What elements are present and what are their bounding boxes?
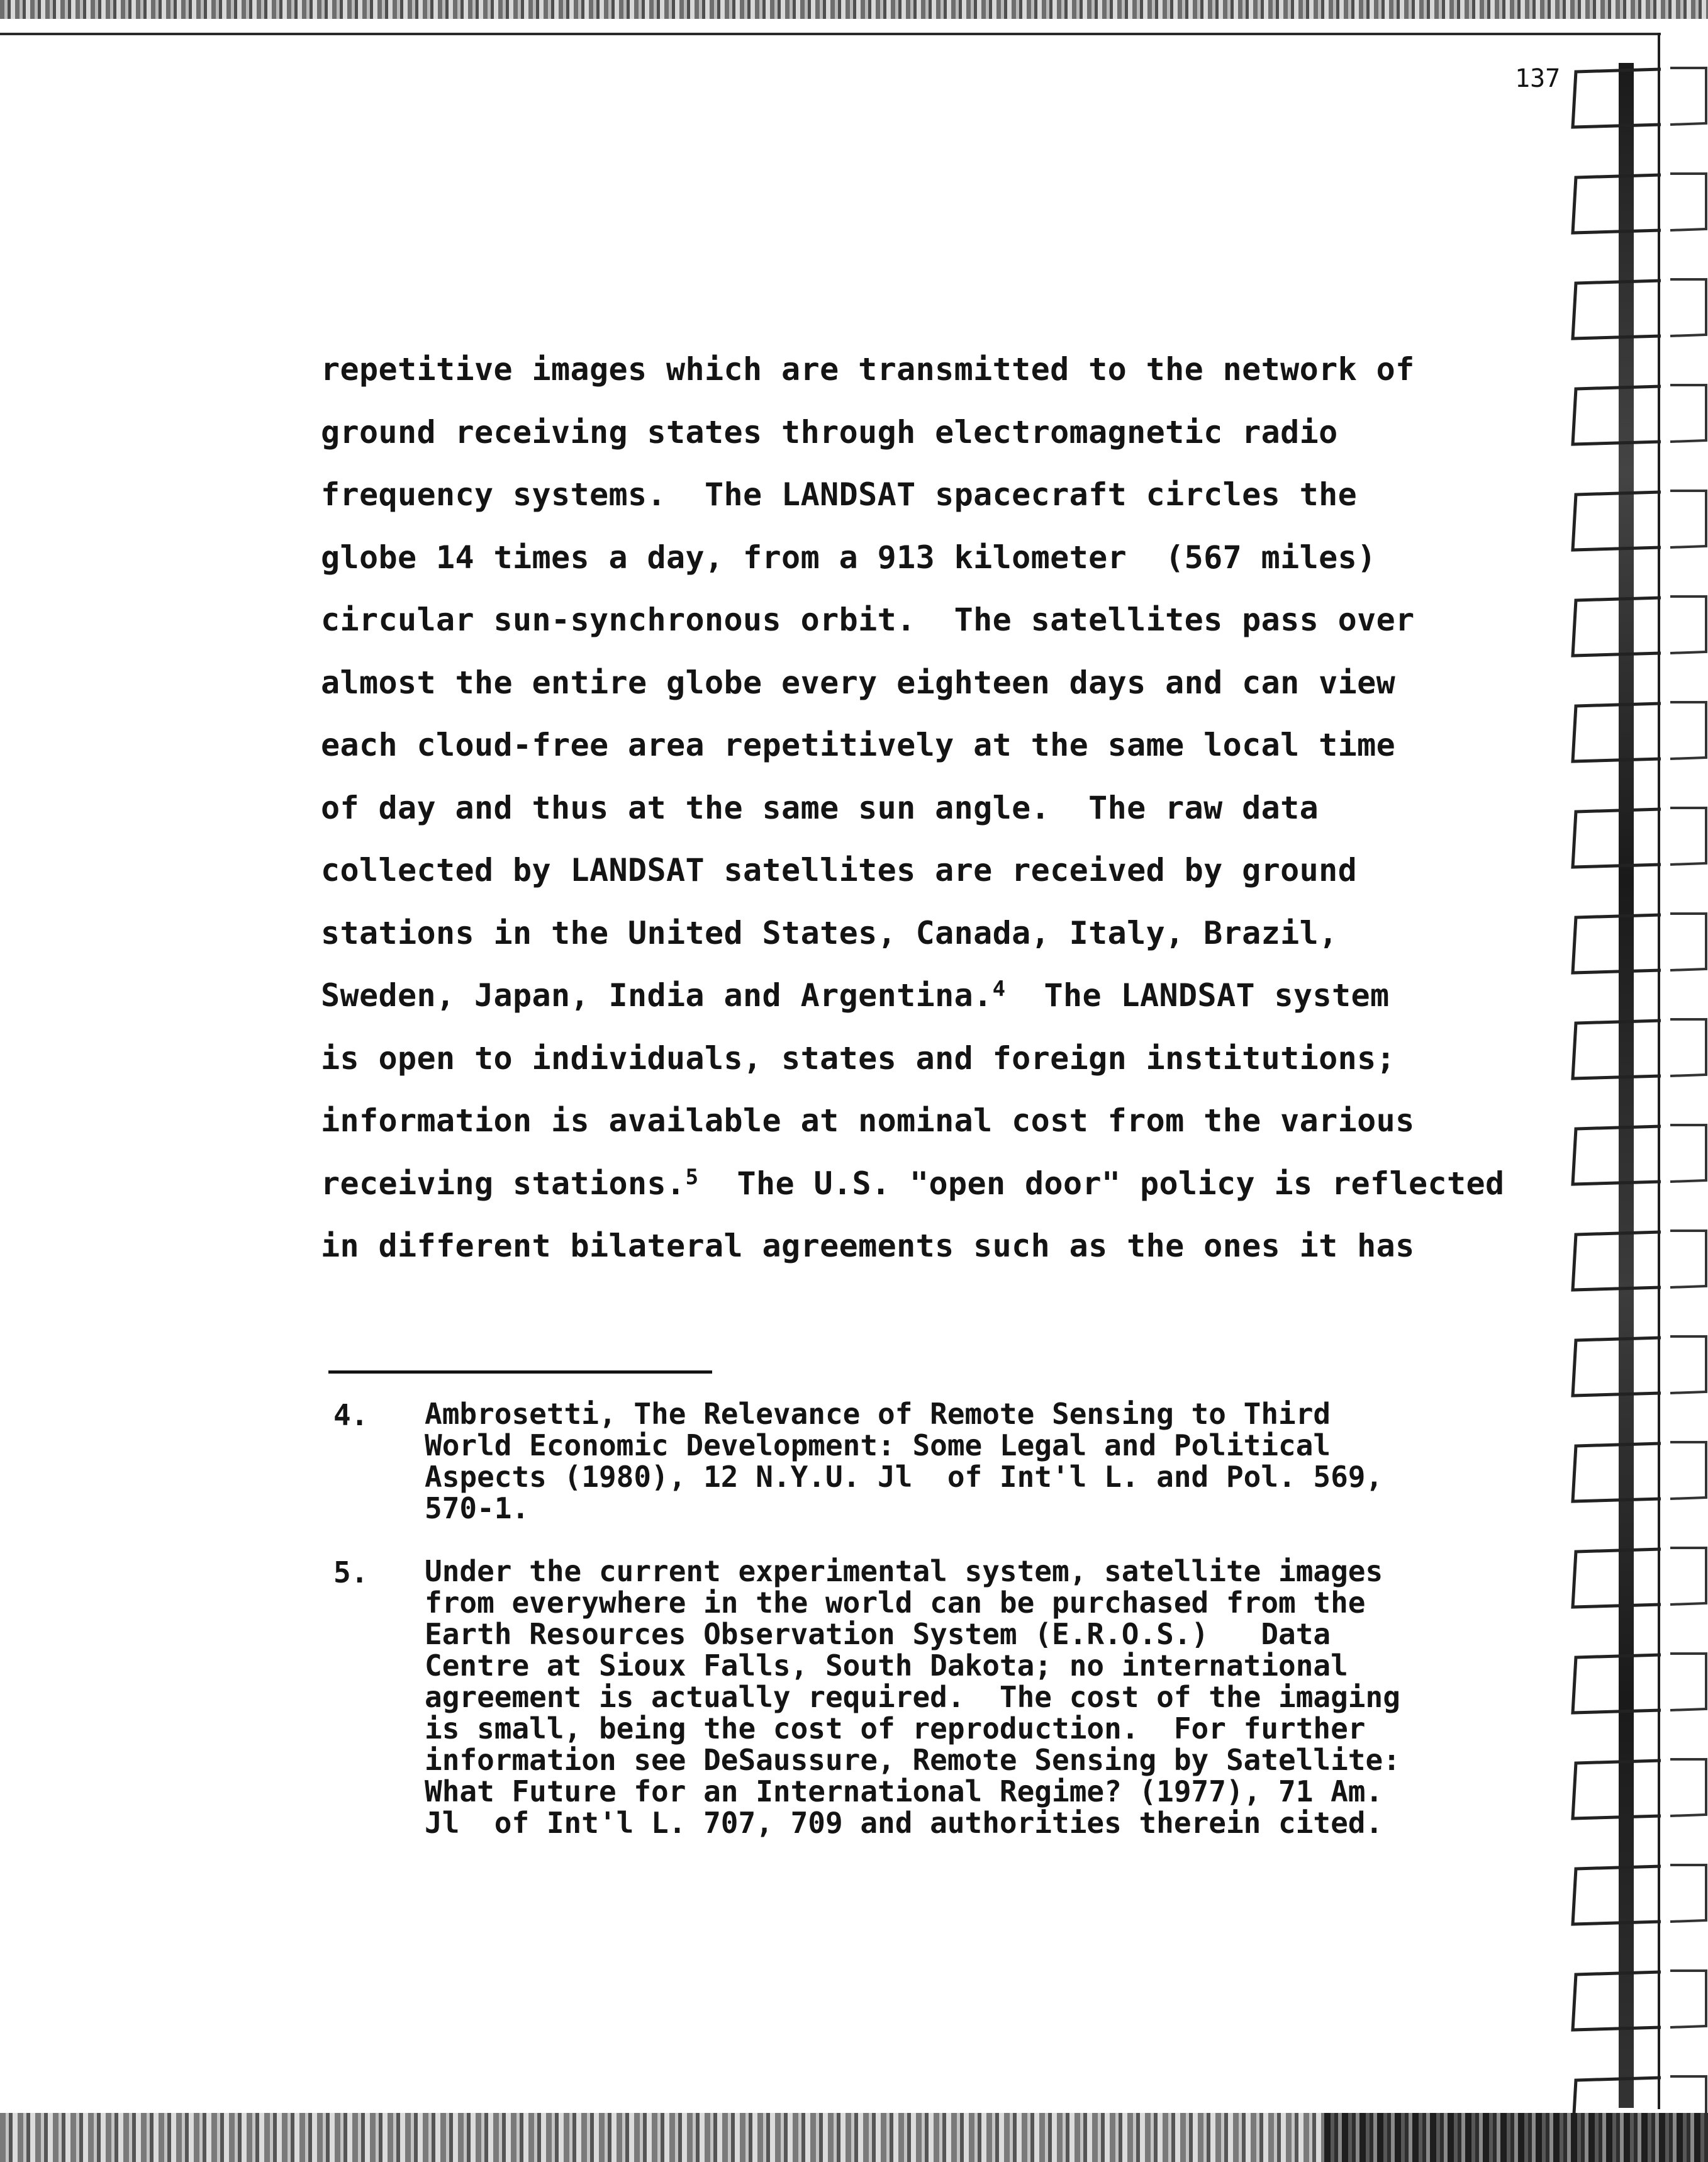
footnote-text — [425, 1398, 1557, 1524]
binding-loop — [1573, 598, 1661, 656]
body-line-segment: receiving stations. — [321, 1165, 686, 1202]
binding-loop — [1573, 1655, 1661, 1713]
footnote-line: Jl of Int'l L. 707, 709 and authorities therein cited. — [425, 1806, 1383, 1840]
binding-loop-back — [1670, 68, 1706, 125]
binding-loop — [1573, 175, 1661, 233]
footnote-number: 5. — [333, 1555, 369, 1589]
body-line: stations in the United States, Canada, Italy, Brazil, — [321, 914, 1338, 951]
body-line: globe 14 times a day, from a 913 kilometer (567 miles) — [321, 539, 1376, 576]
binding-loop — [1573, 281, 1661, 339]
body-line-segment: The U.S. "open door" policy is reflected — [698, 1165, 1505, 1202]
page-right-edge — [1658, 33, 1660, 2109]
binding-loop — [1573, 1232, 1661, 1290]
binding-loop — [1573, 1549, 1661, 1607]
binding-loop-back — [1670, 279, 1706, 336]
binding-loop — [1573, 1866, 1661, 1924]
binding-loop — [1573, 1761, 1661, 1818]
binding-loop-back — [1670, 1971, 1706, 2027]
binding-loop-back — [1670, 1231, 1706, 1287]
footnote-line: Aspects (1980), 12 N.Y.U. Jl of Int'l L. and Pol. 569, — [425, 1460, 1383, 1494]
binding-loop — [1573, 1021, 1661, 1078]
footnote-reference: 5 — [685, 1164, 699, 1190]
binding-loop-back — [1670, 1548, 1706, 1605]
body-line: ground receiving states through electromagnetic radio — [321, 413, 1338, 451]
scan-top-edge — [0, 0, 1708, 19]
footnote-line: 570-1. — [425, 1491, 530, 1525]
binding-loop — [1573, 1338, 1661, 1396]
body-line: repetitive images which are transmitted to the network of — [321, 351, 1415, 388]
body-line: circular sun-synchronous orbit. The satellites pass over — [321, 602, 1415, 638]
binding-loop-back — [1670, 385, 1706, 442]
footnote-reference: 4 — [992, 977, 1006, 1002]
body-line: collected by LANDSAT satellites are received by ground — [321, 852, 1358, 888]
binding-loop — [1573, 1126, 1661, 1184]
binding-loop — [1573, 386, 1661, 444]
footnote-line: Ambrosetti, The Relevance of Remote Sensing to Third — [425, 1397, 1331, 1431]
binding-loop-back — [1670, 914, 1706, 970]
footnote-separator — [328, 1370, 712, 1374]
scan-bottom-dark-edge — [1324, 2113, 1708, 2162]
body-line: in different bilateral agreements such as the ones it has — [321, 1228, 1415, 1264]
binding-loop — [1573, 915, 1661, 973]
binding-loop-back — [1670, 1654, 1706, 1710]
binding-loop — [1573, 703, 1661, 761]
footnote-line: What Future for an International Regime? (1977), 71 Am. — [425, 1774, 1383, 1808]
footnote-line: Under the current experimental system, satellite images — [425, 1554, 1383, 1588]
body-line — [321, 965, 1504, 1028]
binding-loop-back — [1670, 1865, 1706, 1922]
footnote-line: Centre at Sioux Falls, South Dakota; no international — [425, 1649, 1348, 1683]
footnote-line: World Economic Development: Some Legal and Political — [425, 1428, 1331, 1462]
binding-loop — [1573, 69, 1661, 127]
body-line — [321, 1153, 1504, 1216]
footnote-line: from everywhere in the world can be purchased from the — [425, 1586, 1366, 1620]
binding-spine — [1619, 63, 1634, 2108]
page-number: 137 — [1515, 64, 1561, 93]
body-line-segment: The LANDSAT system — [1005, 977, 1390, 1014]
binding-loop-back — [1670, 1442, 1706, 1499]
footnote-line: Earth Resources Observation System (E.R.O.S.) Data — [425, 1617, 1331, 1651]
footnote-number: 4. — [333, 1398, 369, 1432]
page-top-border — [0, 33, 1661, 35]
binding-loop-back — [1670, 1336, 1706, 1393]
binding-loop — [1573, 492, 1661, 550]
footnote-line: is small, being the cost of reproduction. For further — [425, 1711, 1366, 1745]
body-line: frequency systems. The LANDSAT spacecraft circles the — [321, 476, 1358, 513]
footnote-line: information see DeSaussure, Remote Sensing by Satellite: — [425, 1743, 1400, 1777]
binding-loop-back — [1670, 808, 1706, 865]
binding-loop-back — [1670, 1759, 1706, 1816]
body-line: of day and thus at the same sun angle. The raw data — [321, 789, 1319, 826]
body-paragraph — [321, 339, 1504, 1278]
body-line: is open to individuals, states and foreign institutions; — [321, 1039, 1396, 1077]
body-line: each cloud-free area repetitively at the same local time — [321, 727, 1396, 763]
binding-loop-back — [1670, 702, 1706, 759]
binding-loop-back — [1670, 1019, 1706, 1076]
body-line: information is available at nominal cost from the various — [321, 1102, 1415, 1139]
binding-loop-back — [1670, 597, 1706, 653]
binding-loop — [1573, 809, 1661, 867]
binding-loop-back — [1670, 174, 1706, 230]
binding-loop — [1573, 1972, 1661, 2030]
binding-loop-back — [1670, 491, 1706, 547]
binding-loop-back — [1670, 1125, 1706, 1182]
body-line: almost the entire globe every eighteen days and can view — [321, 664, 1396, 701]
body-line-segment: Sweden, Japan, India and Argentina. — [321, 977, 993, 1014]
binding-loop — [1573, 1443, 1661, 1501]
footnote-text — [425, 1555, 1557, 1839]
footnote-line: agreement is actually required. The cost of the imaging — [425, 1680, 1400, 1714]
